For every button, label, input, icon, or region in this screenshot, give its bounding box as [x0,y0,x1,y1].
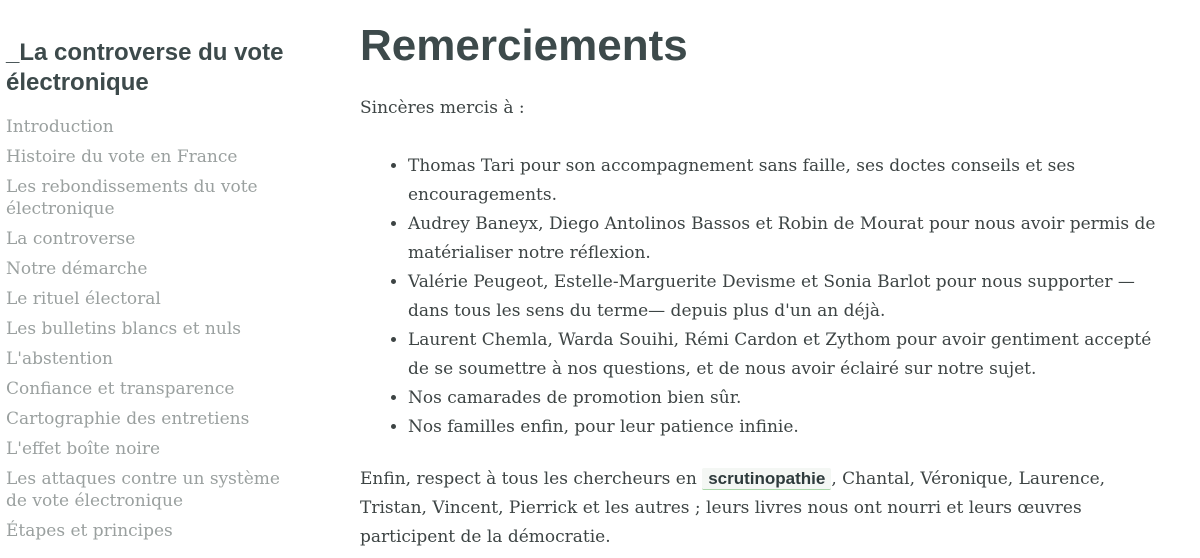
list-item: • Thomas Tari pour son accompagnement sans faille, ses doctes conseils et ses encouragements. [408,152,1160,210]
list-item: • Nos camarades de promotion bien sûr. [408,384,1160,413]
nav-item-boite-noire[interactable]: L'effet boîte noire [6,439,161,459]
intro-text: Sincères mercis à : [360,98,525,118]
sidebar [6,38,306,550]
nav-item-controverse[interactable]: La controverse [6,229,136,249]
list-item: • Valérie Peugeot, Estelle-Marguerite Devisme et Sonia Barlot pour nous supporter —dans tous les sens du terme— depuis plus d'un an déjà. [408,268,1160,326]
nav-item-demarche[interactable]: Notre démarche [6,259,148,279]
nav-list [6,116,306,542]
nav-item-histoire[interactable]: Histoire du vote en France [6,147,238,167]
site-title[interactable]: _La controverse du vote électronique [6,39,284,96]
list-item: • Nos familles enfin, pour leur patience infinie. [408,413,1160,442]
list-item: • Audrey Baneyx, Diego Antolinos Bassos et Robin de Mourat pour nous avoir permis de matérialiser notre réflexion. [408,210,1160,268]
nav-item-etapes[interactable]: Étapes et principes [6,521,173,541]
nav-item-cartographie[interactable]: Cartographie des entretiens [6,409,250,429]
scrutinopathie-link[interactable]: scrutinopathie [702,468,831,490]
closing-text-start: Enfin, respect à tous les chercheurs en [360,469,703,489]
page-title: Remerciements [360,21,688,70]
nav-item-confiance[interactable]: Confiance et transparence [6,379,235,399]
closing-paragraph [360,464,1120,552]
nav-item-abstention[interactable]: L'abstention [6,349,113,369]
main-content [360,20,1160,552]
nav-item-attaques[interactable]: Les attaques contre un système de vote électronique [6,469,280,511]
nav-item-introduction[interactable]: Introduction [6,117,114,137]
nav-item-rituel[interactable]: Le rituel électoral [6,289,161,309]
closing-text-end: , Chantal, Véronique, Laurence, Tristan, Vincent, Pierrick et les autres ; leurs livres nous ont nourri et leurs œuvres participent de la démocratie. [360,469,1106,547]
thanks-list [360,152,1160,442]
nav-item-bulletins[interactable]: Les bulletins blancs et nuls [6,319,241,339]
nav-item-rebondissements[interactable]: Les rebondissements du vote électronique [6,177,258,219]
list-item: • Laurent Chemla, Warda Souihi, Rémi Cardon et Zythom pour avoir gentiment accepté de se soumettre à nos questions, et de nous avoir éclairé sur notre sujet. [408,326,1160,384]
